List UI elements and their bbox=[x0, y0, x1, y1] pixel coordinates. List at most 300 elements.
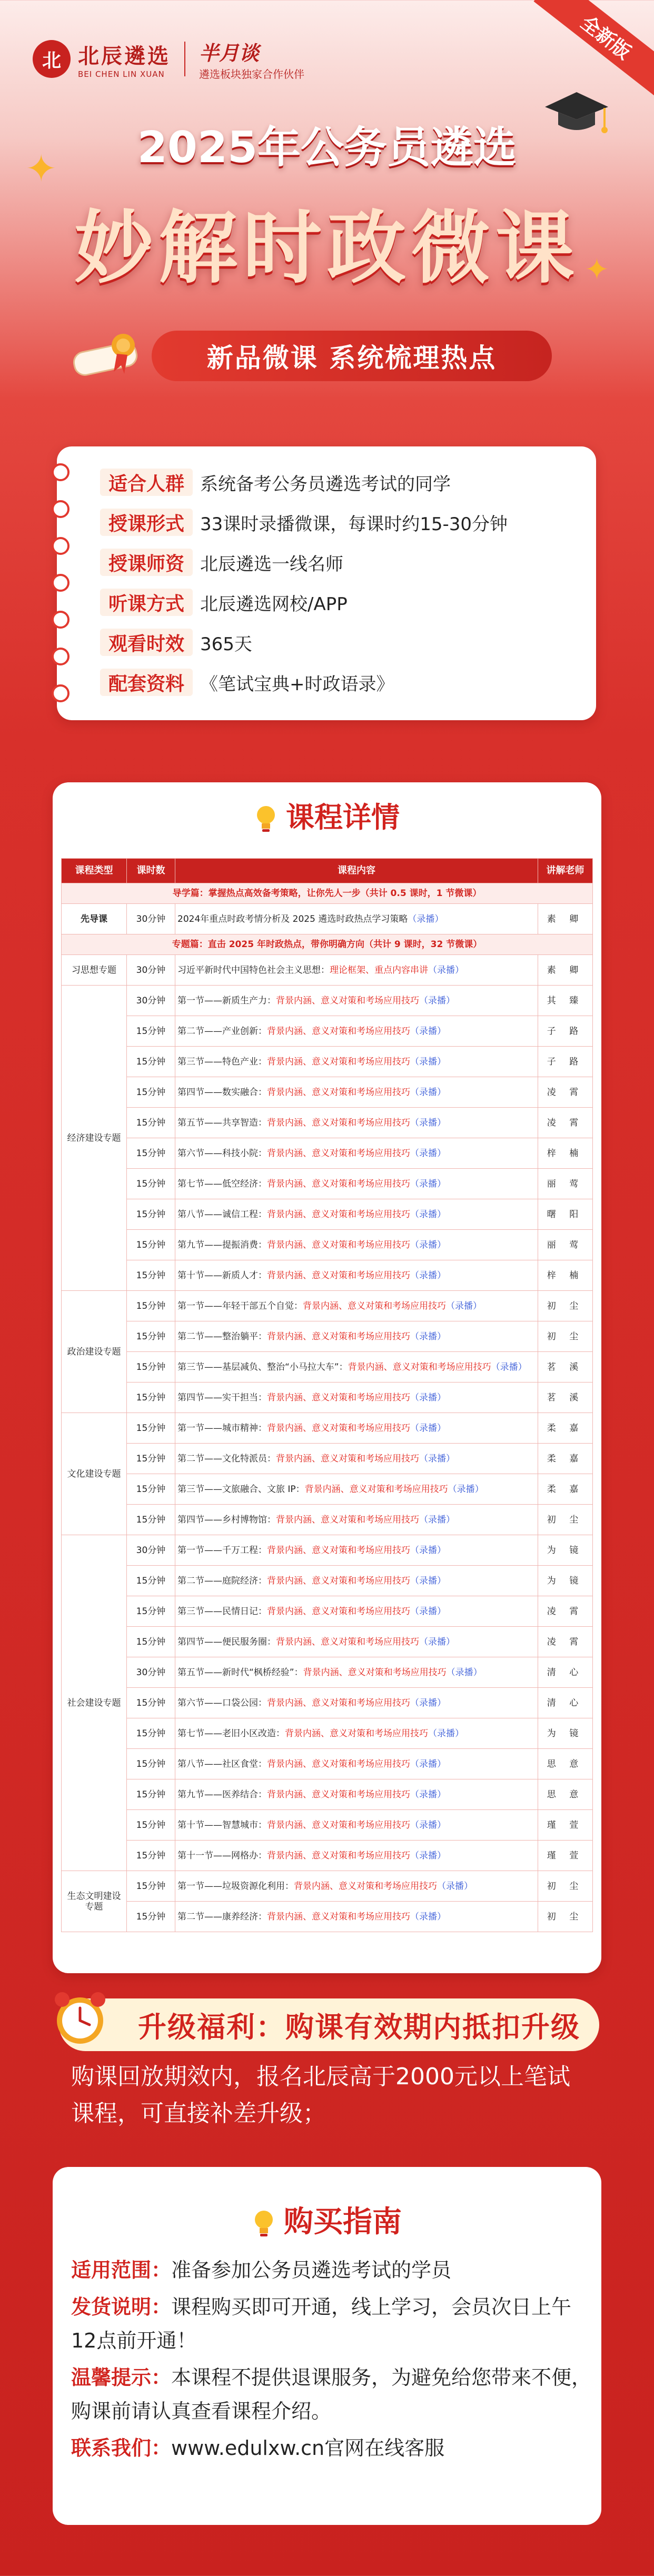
lesson-detail: 背景内涵、意义对策和考场应用技巧 bbox=[267, 1423, 410, 1434]
lesson-title: 第九节——医养结合： bbox=[177, 1789, 267, 1800]
lesson-teacher: 丽 莺 bbox=[538, 1169, 593, 1199]
lesson-title: 第七节——老旧小区改造： bbox=[177, 1728, 285, 1739]
lesson-content bbox=[175, 1810, 538, 1841]
col-header-teacher: 讲解老师 bbox=[538, 859, 593, 883]
lesson-duration: 15分钟 bbox=[127, 1902, 175, 1932]
lesson-title: 第五节——新时代“枫桥经验”： bbox=[177, 1667, 303, 1678]
partner-block bbox=[199, 37, 304, 81]
recording-tag: （录播） bbox=[410, 1545, 446, 1556]
info-label: 授课形式 bbox=[100, 509, 193, 536]
lesson-teacher: 梓 楠 bbox=[538, 1260, 593, 1291]
brand-text bbox=[78, 39, 171, 79]
lesson-duration: 15分钟 bbox=[127, 1627, 175, 1657]
lesson-teacher: 素 卿 bbox=[538, 955, 593, 986]
lesson-detail: 背景内涵、意义对策和考场应用技巧 bbox=[267, 1911, 410, 1922]
headline-year: 2025年公务员遴选 bbox=[137, 123, 517, 173]
recording-tag: （录播） bbox=[428, 1728, 464, 1739]
lesson-duration: 15分钟 bbox=[127, 1138, 175, 1169]
lesson-content bbox=[175, 1199, 538, 1230]
lesson-duration: 15分钟 bbox=[127, 1047, 175, 1077]
recording-tag: （录播） bbox=[410, 1697, 446, 1708]
guide-value: 课程购买即可开通，线上学习，会员次日上午12点前开通！ bbox=[71, 2295, 572, 2352]
lesson-detail: 背景内涵、意义对策和考场应用技巧 bbox=[285, 1728, 428, 1739]
lesson-teacher: 瑾 萱 bbox=[538, 1810, 593, 1841]
recording-tag: （录播） bbox=[410, 1911, 446, 1922]
col-header-duration: 课时数 bbox=[127, 859, 175, 883]
module-name: 文化建设专题 bbox=[62, 1413, 127, 1535]
lesson-title: 第四节——便民服务圈： bbox=[177, 1636, 276, 1647]
lesson-title: 第六节——口袋公园： bbox=[177, 1697, 267, 1708]
recording-tag: （录播） bbox=[410, 1850, 446, 1861]
recording-tag: （录播） bbox=[419, 1636, 455, 1647]
lesson-content bbox=[175, 1138, 538, 1169]
lesson-content bbox=[175, 1566, 538, 1596]
lesson-duration: 15分钟 bbox=[127, 1260, 175, 1291]
lesson-detail: 背景内涵、意义对策和考场应用技巧 bbox=[267, 1819, 410, 1831]
recording-tag: （录播） bbox=[410, 1606, 446, 1617]
lesson-duration: 15分钟 bbox=[127, 1688, 175, 1718]
lesson-content bbox=[175, 1657, 538, 1688]
lesson-title: 习近平新时代中国特色社会主义思想： bbox=[177, 964, 330, 976]
lesson-content bbox=[175, 1047, 538, 1077]
partner-name: 半月谈 bbox=[199, 42, 260, 65]
section-note-row bbox=[62, 934, 593, 955]
headline-main: 妙解时政微课 bbox=[74, 203, 580, 294]
lightbulb-icon bbox=[254, 804, 278, 834]
lesson-detail: 背景内涵、意义对策和考场应用技巧 bbox=[267, 1392, 410, 1403]
lesson-content bbox=[175, 1627, 538, 1657]
lesson-detail: 背景内涵、意义对策和考场应用技巧 bbox=[267, 1850, 410, 1861]
table-row bbox=[62, 1321, 593, 1352]
lesson-duration: 15分钟 bbox=[127, 1383, 175, 1413]
info-label: 授课师资 bbox=[100, 549, 193, 576]
table-row bbox=[62, 1474, 593, 1505]
lesson-duration: 15分钟 bbox=[127, 1413, 175, 1444]
table-row bbox=[62, 1688, 593, 1718]
lesson-teacher: 凌 霄 bbox=[538, 1596, 593, 1627]
lesson-detail: 背景内涵、意义对策和考场应用技巧 bbox=[276, 1453, 419, 1464]
info-value: 北辰遴选一线名师 bbox=[200, 553, 343, 575]
recording-tag: （录播） bbox=[428, 964, 464, 976]
lesson-content bbox=[175, 1383, 538, 1413]
guide-key: 温馨提示： bbox=[71, 2366, 172, 2389]
col-header-content: 课程内容 bbox=[175, 859, 538, 883]
lesson-teacher: 凌 霄 bbox=[538, 1627, 593, 1657]
section-note: 专题篇：直击 2025 年时政热点，带你明确方向（共计 9 课时，32 节微课） bbox=[62, 934, 593, 955]
recording-tag: （录播） bbox=[410, 1056, 446, 1067]
recording-tag: （录播） bbox=[410, 1148, 446, 1159]
lesson-teacher: 清 心 bbox=[538, 1688, 593, 1718]
recording-tag: （录播） bbox=[410, 1331, 446, 1342]
table-row bbox=[62, 1657, 593, 1688]
lesson-detail: 背景内涵、意义对策和考场应用技巧 bbox=[348, 1361, 491, 1372]
lesson-teacher: 茗 溪 bbox=[538, 1352, 593, 1383]
lesson-teacher: 为 镜 bbox=[538, 1535, 593, 1566]
table-row bbox=[62, 1138, 593, 1169]
lesson-teacher: 柔 嘉 bbox=[538, 1413, 593, 1444]
lesson-title: 第四节——乡村博物馆： bbox=[177, 1514, 276, 1525]
table-row bbox=[62, 1047, 593, 1077]
lesson-content bbox=[175, 1077, 538, 1108]
lesson-content bbox=[175, 986, 538, 1016]
module-name: 社会建设专题 bbox=[62, 1535, 127, 1871]
lesson-detail: 背景内涵、意义对策和考场应用技巧 bbox=[267, 1087, 410, 1098]
recording-tag: （录播） bbox=[410, 1209, 446, 1220]
info-value: 北辰遴选网校/APP bbox=[200, 593, 348, 615]
recording-tag: （录播） bbox=[419, 995, 455, 1006]
lesson-detail: 背景内涵、意义对策和考场应用技巧 bbox=[267, 1056, 410, 1067]
lesson-detail: 背景内涵、意义对策和考场应用技巧 bbox=[267, 1270, 410, 1281]
lesson-duration: 15分钟 bbox=[127, 1230, 175, 1260]
binder-rings bbox=[52, 463, 67, 721]
course-schedule-table bbox=[61, 858, 593, 1932]
lesson-detail: 背景内涵、意义对策和考场应用技巧 bbox=[304, 1484, 448, 1495]
lesson-title: 第十一节——网格办： bbox=[177, 1850, 267, 1861]
lesson-title: 第一节——千万工程： bbox=[177, 1545, 267, 1556]
alarm-clock-icon bbox=[51, 1989, 110, 2048]
lesson-content bbox=[175, 1260, 538, 1291]
recording-tag: （录播） bbox=[448, 1484, 484, 1495]
table-row bbox=[62, 1566, 593, 1596]
info-value: 365天 bbox=[200, 633, 252, 655]
lesson-content bbox=[175, 904, 538, 934]
table-row bbox=[62, 1841, 593, 1871]
info-label: 配套资料 bbox=[100, 669, 193, 696]
recording-tag: （录播） bbox=[410, 1239, 446, 1250]
lesson-teacher: 茗 溪 bbox=[538, 1383, 593, 1413]
lesson-duration: 30分钟 bbox=[127, 986, 175, 1016]
lesson-title: 第九节——提振消费： bbox=[177, 1239, 267, 1250]
lesson-teacher: 凌 霄 bbox=[538, 1108, 593, 1138]
lesson-duration: 30分钟 bbox=[127, 1657, 175, 1688]
table-row bbox=[62, 1260, 593, 1291]
lesson-teacher: 为 镜 bbox=[538, 1566, 593, 1596]
table-row bbox=[62, 1596, 593, 1627]
lesson-title: 第五节——共享智造： bbox=[177, 1117, 267, 1128]
binder-ring-icon bbox=[52, 574, 70, 592]
lesson-duration: 15分钟 bbox=[127, 1810, 175, 1841]
guide-key: 发货说明： bbox=[71, 2295, 172, 2319]
lesson-content bbox=[175, 1718, 538, 1749]
table-row bbox=[62, 1444, 593, 1474]
table-row bbox=[62, 1016, 593, 1047]
recording-tag: （录播） bbox=[410, 1423, 446, 1434]
lesson-detail: 背景内涵、意义对策和考场应用技巧 bbox=[267, 1026, 410, 1037]
lesson-title: 第十节——新质人才： bbox=[177, 1270, 267, 1281]
lesson-duration: 15分钟 bbox=[127, 1505, 175, 1535]
lesson-content bbox=[175, 1291, 538, 1321]
lesson-detail: 背景内涵、意义对策和考场应用技巧 bbox=[267, 1331, 410, 1342]
lesson-teacher: 思 意 bbox=[538, 1779, 593, 1810]
lesson-detail: 背景内涵、意义对策和考场应用技巧 bbox=[267, 1178, 410, 1189]
lesson-teacher: 曙 阳 bbox=[538, 1199, 593, 1230]
binder-ring-icon bbox=[52, 537, 70, 555]
upgrade-description: 购课回放期效内，报名北辰高于2000元以上笔试课程，可直接补差升级； bbox=[71, 2063, 570, 2127]
table-row bbox=[62, 1535, 593, 1566]
lesson-teacher: 子 路 bbox=[538, 1047, 593, 1077]
lesson-duration: 15分钟 bbox=[127, 1291, 175, 1321]
lesson-title: 第六节——科技小院： bbox=[177, 1148, 267, 1159]
guide-value: 准备参加公务员遴选考试的学员 bbox=[171, 2259, 452, 2282]
lesson-duration: 15分钟 bbox=[127, 1871, 175, 1902]
info-label: 听课方式 bbox=[100, 589, 193, 616]
lesson-teacher: 梓 楠 bbox=[538, 1138, 593, 1169]
lesson-content bbox=[175, 1779, 538, 1810]
binder-ring-icon bbox=[52, 463, 70, 481]
lesson-duration: 15分钟 bbox=[127, 1016, 175, 1047]
lesson-duration: 15分钟 bbox=[127, 1474, 175, 1505]
recording-tag: （录播） bbox=[410, 1178, 446, 1189]
lesson-content bbox=[175, 1321, 538, 1352]
lesson-duration: 30分钟 bbox=[127, 904, 175, 934]
partner-subtitle: 遴选板块独家合作伙伴 bbox=[199, 68, 304, 81]
table-row bbox=[62, 1169, 593, 1199]
lesson-content bbox=[175, 1871, 538, 1902]
lesson-title: 第七节——低空经济： bbox=[177, 1178, 267, 1189]
col-header-type: 课程类型 bbox=[62, 859, 127, 883]
info-value: 系统备考公务员遴选考试的同学 bbox=[200, 473, 451, 495]
section-note-row bbox=[62, 883, 593, 904]
table-row bbox=[62, 1108, 593, 1138]
section-note: 导学篇：掌握热点高效备考策略，让你先人一步（共计 0.5 课时，1 节微课） bbox=[62, 883, 593, 904]
guide-item bbox=[71, 2290, 592, 2358]
lesson-detail: 背景内涵、意义对策和考场应用技巧 bbox=[303, 1667, 447, 1678]
lesson-teacher: 凌 霄 bbox=[538, 1077, 593, 1108]
recording-tag: （录播） bbox=[446, 1667, 482, 1678]
purchase-guide-body bbox=[71, 2253, 592, 2468]
lesson-teacher: 初 尘 bbox=[538, 1291, 593, 1321]
lesson-duration: 15分钟 bbox=[127, 1718, 175, 1749]
purchase-guide-heading bbox=[0, 2199, 654, 2241]
lesson-duration: 15分钟 bbox=[127, 1077, 175, 1108]
info-value: 33课时录播微课，每课时约15-30分钟 bbox=[200, 513, 508, 535]
lesson-teacher: 丽 莺 bbox=[538, 1230, 593, 1260]
binder-ring-icon bbox=[52, 500, 70, 518]
lesson-teacher: 清 心 bbox=[538, 1657, 593, 1688]
lesson-teacher: 柔 嘉 bbox=[538, 1444, 593, 1474]
lesson-detail: 背景内涵、意义对策和考场应用技巧 bbox=[276, 1636, 419, 1647]
brand-header bbox=[33, 37, 304, 81]
lesson-teacher: 思 意 bbox=[538, 1749, 593, 1779]
lesson-duration: 30分钟 bbox=[127, 1535, 175, 1566]
guide-item bbox=[71, 2253, 592, 2287]
lesson-title: 第二节——整治躺平： bbox=[177, 1331, 267, 1342]
table-row bbox=[62, 955, 593, 986]
binder-ring-icon bbox=[52, 684, 70, 702]
info-row-audience bbox=[100, 469, 451, 496]
upgrade-title: 升级福利：购课有效期内抵扣升级 bbox=[138, 2010, 580, 2044]
lesson-detail: 背景内涵、意义对策和考场应用技巧 bbox=[267, 1117, 410, 1128]
lesson-detail: 背景内涵、意义对策和考场应用技巧 bbox=[267, 1209, 410, 1220]
sparkle-icon: ✦ bbox=[584, 253, 609, 287]
lesson-content bbox=[175, 1016, 538, 1047]
lesson-title: 第八节——诚信工程： bbox=[177, 1209, 267, 1220]
lesson-duration: 15分钟 bbox=[127, 1352, 175, 1383]
lesson-content bbox=[175, 1535, 538, 1566]
table-row bbox=[62, 1291, 593, 1321]
tagline-banner: 新品微课 系统梳理热点 bbox=[152, 331, 552, 381]
lesson-detail: 背景内涵、意义对策和考场应用技巧 bbox=[267, 1789, 410, 1800]
module-name: 经济建设专题 bbox=[62, 986, 127, 1291]
lesson-duration: 15分钟 bbox=[127, 1749, 175, 1779]
recording-tag: （录播） bbox=[446, 1300, 482, 1311]
lesson-detail: 背景内涵、意义对策和考场应用技巧 bbox=[276, 995, 419, 1006]
lesson-detail: 背景内涵、意义对策和考场应用技巧 bbox=[267, 1148, 410, 1159]
table-row bbox=[62, 904, 593, 934]
info-row-format bbox=[100, 509, 508, 536]
lesson-teacher: 其 臻 bbox=[538, 986, 593, 1016]
brand-name: 北辰遴选 bbox=[78, 44, 171, 68]
lesson-duration: 15分钟 bbox=[127, 1199, 175, 1230]
sparkle-icon: ✦ bbox=[25, 146, 57, 191]
recording-tag: （录播） bbox=[419, 1453, 455, 1464]
recording-tag: （录播） bbox=[410, 1087, 446, 1098]
guide-value: 本课程不提供退课服务，为避免给您带来不便，购课前请认真查看课程介绍。 bbox=[71, 2366, 592, 2423]
lesson-teacher: 初 尘 bbox=[538, 1871, 593, 1902]
recording-tag: （录播） bbox=[410, 1026, 446, 1037]
lesson-detail: 背景内涵、意义对策和考场应用技巧 bbox=[267, 1545, 410, 1556]
lightbulb-icon bbox=[252, 2209, 275, 2239]
lesson-content bbox=[175, 1108, 538, 1138]
table-row bbox=[62, 1810, 593, 1841]
lesson-detail: 背景内涵、意义对策和考场应用技巧 bbox=[303, 1300, 446, 1311]
lesson-teacher: 素 卿 bbox=[538, 904, 593, 934]
info-label: 适合人群 bbox=[100, 469, 193, 496]
lesson-duration: 15分钟 bbox=[127, 1169, 175, 1199]
lesson-detail: 背景内涵、意义对策和考场应用技巧 bbox=[267, 1758, 410, 1769]
lesson-teacher: 初 尘 bbox=[538, 1321, 593, 1352]
module-name: 生态文明建设专题 bbox=[62, 1871, 127, 1932]
table-row bbox=[62, 986, 593, 1016]
table-row bbox=[62, 1077, 593, 1108]
table-row bbox=[62, 1718, 593, 1749]
table-row bbox=[62, 1749, 593, 1779]
lesson-title: 第三节——文旅融合、文旅 IP： bbox=[177, 1484, 305, 1495]
lesson-content bbox=[175, 1413, 538, 1444]
recording-tag: （录播） bbox=[410, 1819, 446, 1831]
lesson-title: 第一节——年轻干部五个自觉： bbox=[177, 1300, 303, 1311]
table-header-row bbox=[62, 859, 593, 883]
lesson-title: 第二节——庭院经济： bbox=[177, 1575, 267, 1586]
recording-tag: （录播） bbox=[410, 1575, 446, 1586]
lesson-content bbox=[175, 1749, 538, 1779]
lesson-teacher: 为 镜 bbox=[538, 1718, 593, 1749]
lesson-content bbox=[175, 1505, 538, 1535]
lesson-duration: 15分钟 bbox=[127, 1108, 175, 1138]
lesson-detail: 背景内涵、意义对策和考场应用技巧 bbox=[294, 1881, 437, 1892]
lesson-detail: 背景内涵、意义对策和考场应用技巧 bbox=[267, 1575, 410, 1586]
lesson-teacher: 初 尘 bbox=[538, 1902, 593, 1932]
lesson-title: 第四节——数实融合： bbox=[177, 1087, 267, 1098]
binder-ring-icon bbox=[52, 611, 70, 629]
table-row bbox=[62, 1199, 593, 1230]
lesson-duration: 15分钟 bbox=[127, 1596, 175, 1627]
lesson-content bbox=[175, 955, 538, 986]
lesson-title: 2024年重点时政考情分析及 2025 遴选时政热点学习策略 bbox=[177, 913, 408, 924]
lesson-duration: 15分钟 bbox=[127, 1566, 175, 1596]
recording-tag: （录播） bbox=[410, 1789, 446, 1800]
binder-ring-icon bbox=[52, 648, 70, 665]
lesson-content bbox=[175, 1169, 538, 1199]
lesson-teacher: 子 路 bbox=[538, 1016, 593, 1047]
info-row-access bbox=[100, 589, 348, 616]
guide-item[interactable] bbox=[71, 2431, 592, 2465]
lesson-content bbox=[175, 1444, 538, 1474]
lesson-title: 第四节——实干担当： bbox=[177, 1392, 267, 1403]
module-name: 习思想专题 bbox=[62, 955, 127, 986]
lesson-duration: 15分钟 bbox=[127, 1444, 175, 1474]
lesson-title: 第二节——文化特派员： bbox=[177, 1453, 276, 1464]
contact-link[interactable]: www.edulxw.cn官网在线客服 bbox=[171, 2436, 445, 2460]
course-detail-title: 课程详情 bbox=[286, 801, 400, 834]
recording-tag: （录播） bbox=[410, 1270, 446, 1281]
lesson-detail: 理论框架、重点内容串讲 bbox=[330, 964, 428, 976]
lesson-detail: 背景内涵、意义对策和考场应用技巧 bbox=[276, 1514, 419, 1525]
table-row bbox=[62, 1871, 593, 1902]
table-row bbox=[62, 1230, 593, 1260]
info-value: 《笔试宝典+时政语录》 bbox=[200, 673, 394, 695]
lesson-duration: 15分钟 bbox=[127, 1779, 175, 1810]
info-row-validity bbox=[100, 629, 252, 656]
lesson-content bbox=[175, 1352, 538, 1383]
lesson-title: 第三节——基层减负、整治“小马拉大车”： bbox=[177, 1361, 348, 1372]
course-type: 先导课 bbox=[62, 904, 127, 934]
course-detail-heading bbox=[0, 795, 654, 836]
guide-item bbox=[71, 2361, 592, 2428]
guide-key: 联系我们： bbox=[71, 2436, 172, 2460]
lesson-detail: 背景内涵、意义对策和考场应用技巧 bbox=[267, 1606, 410, 1617]
lesson-title: 第三节——民情日记： bbox=[177, 1606, 267, 1617]
table-row bbox=[62, 1902, 593, 1932]
recording-tag: （录播） bbox=[408, 913, 444, 924]
lesson-teacher: 柔 嘉 bbox=[538, 1474, 593, 1505]
lesson-content bbox=[175, 1902, 538, 1932]
lesson-content bbox=[175, 1841, 538, 1871]
table-row bbox=[62, 1413, 593, 1444]
recording-tag: （录播） bbox=[410, 1758, 446, 1769]
lesson-title: 第二节——产业创新： bbox=[177, 1026, 267, 1037]
lesson-duration: 30分钟 bbox=[127, 955, 175, 986]
upgrade-banner bbox=[59, 1998, 599, 2051]
header-divider bbox=[184, 42, 185, 76]
lesson-title: 第一节——新质生产力： bbox=[177, 995, 276, 1006]
recording-tag: （录播） bbox=[410, 1117, 446, 1128]
lesson-title: 第一节——垃圾资源化利用： bbox=[177, 1881, 294, 1892]
new-edition-ribbon: 全新版 bbox=[533, 0, 654, 98]
lesson-teacher: 瑾 萱 bbox=[538, 1841, 593, 1871]
recording-tag: （录播） bbox=[410, 1392, 446, 1403]
lesson-duration: 15分钟 bbox=[127, 1321, 175, 1352]
table-row bbox=[62, 1779, 593, 1810]
recording-tag: （录播） bbox=[419, 1514, 455, 1525]
lesson-teacher: 初 尘 bbox=[538, 1505, 593, 1535]
info-row-materials bbox=[100, 669, 394, 696]
module-name: 政治建设专题 bbox=[62, 1291, 127, 1413]
table-row bbox=[62, 1627, 593, 1657]
certificate-scroll-icon bbox=[68, 326, 147, 384]
lesson-content bbox=[175, 1230, 538, 1260]
lesson-content bbox=[175, 1474, 538, 1505]
purchase-guide-title: 购买指南 bbox=[284, 2205, 402, 2239]
lesson-title: 第八节——社区食堂： bbox=[177, 1758, 267, 1769]
table-row bbox=[62, 1505, 593, 1535]
info-row-teachers bbox=[100, 549, 343, 576]
table-row bbox=[62, 1352, 593, 1383]
lesson-title: 第一节——城市精神： bbox=[177, 1423, 267, 1434]
lesson-duration: 15分钟 bbox=[127, 1841, 175, 1871]
lesson-detail: 背景内涵、意义对策和考场应用技巧 bbox=[267, 1697, 410, 1708]
info-label: 观看时效 bbox=[100, 629, 193, 656]
